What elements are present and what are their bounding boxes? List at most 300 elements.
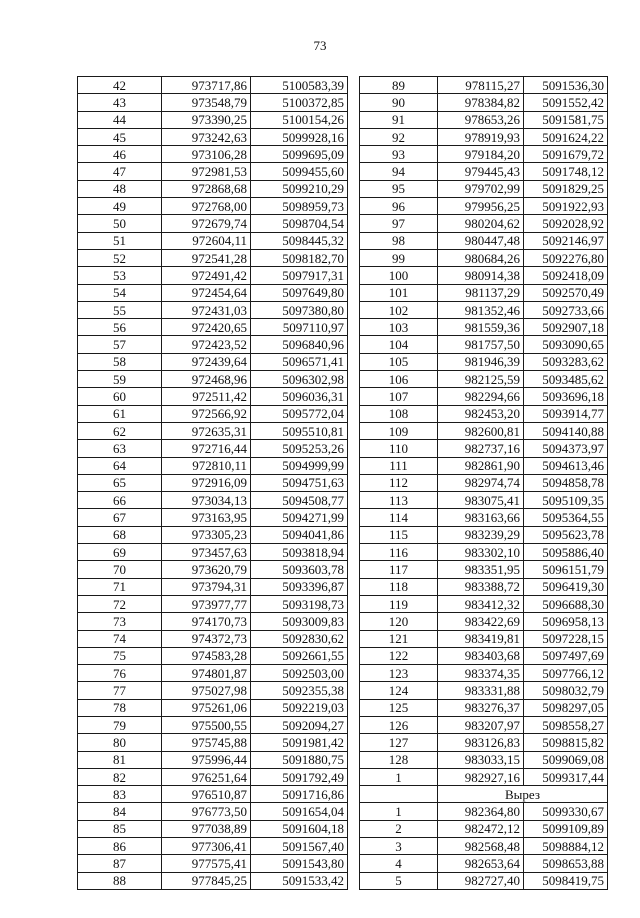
table-row <box>78 838 348 855</box>
y-coordinate-cell: 5098704,54 <box>251 215 348 232</box>
table-row <box>360 336 608 353</box>
point-number-cell: 4 <box>360 855 438 872</box>
x-coordinate-cell: 982294,66 <box>438 388 524 405</box>
point-number-cell: 74 <box>78 630 162 647</box>
table-row <box>78 180 348 197</box>
point-number-cell: 56 <box>78 319 162 336</box>
point-number-cell: 57 <box>78 336 162 353</box>
x-coordinate-cell: 977845,25 <box>162 872 251 889</box>
point-number-cell: 83 <box>78 786 162 803</box>
y-coordinate-cell: 5091624,22 <box>524 128 608 145</box>
table-row <box>360 595 608 612</box>
table-row <box>360 578 608 595</box>
table-row <box>360 405 608 422</box>
point-number-cell: 128 <box>360 751 438 768</box>
y-coordinate-cell: 5097649,80 <box>251 284 348 301</box>
x-coordinate-cell: 983388,72 <box>438 578 524 595</box>
x-coordinate-cell: 982727,40 <box>438 872 524 889</box>
x-coordinate-cell: 979956,25 <box>438 198 524 215</box>
table-row <box>78 716 348 733</box>
point-number-cell: 85 <box>78 820 162 837</box>
table-row <box>78 457 348 474</box>
table-row <box>360 284 608 301</box>
y-coordinate-cell: 5091654,04 <box>251 803 348 820</box>
point-number-cell: 69 <box>78 544 162 561</box>
y-coordinate-cell: 5092094,27 <box>251 716 348 733</box>
y-coordinate-cell: 5094140,88 <box>524 422 608 439</box>
x-coordinate-cell: 972423,52 <box>162 336 251 353</box>
y-coordinate-cell: 5091543,80 <box>251 855 348 872</box>
table-row <box>360 301 608 318</box>
y-coordinate-cell: 5099069,08 <box>524 751 608 768</box>
table-row <box>78 94 348 111</box>
point-number-cell: 81 <box>78 751 162 768</box>
x-coordinate-cell: 975500,55 <box>162 716 251 733</box>
x-coordinate-cell: 974801,87 <box>162 665 251 682</box>
y-coordinate-cell: 5092830,62 <box>251 630 348 647</box>
y-coordinate-cell: 5099109,89 <box>524 820 608 837</box>
table-row <box>360 163 608 180</box>
point-number-cell: 126 <box>360 716 438 733</box>
y-coordinate-cell: 5098815,82 <box>524 734 608 751</box>
x-coordinate-cell: 972511,42 <box>162 388 251 405</box>
point-number-cell: 55 <box>78 301 162 318</box>
page-number: 73 <box>313 38 327 53</box>
y-coordinate-cell: 5096419,30 <box>524 578 608 595</box>
y-coordinate-cell: 5094751,63 <box>251 474 348 491</box>
y-coordinate-cell: 5094858,78 <box>524 474 608 491</box>
point-number-cell: 47 <box>78 163 162 180</box>
x-coordinate-cell: 973305,23 <box>162 526 251 543</box>
table-row <box>78 595 348 612</box>
x-coordinate-cell: 982600,81 <box>438 422 524 439</box>
x-coordinate-cell: 973034,13 <box>162 492 251 509</box>
x-coordinate-cell: 982364,80 <box>438 803 524 820</box>
y-coordinate-cell: 5095623,78 <box>524 526 608 543</box>
coordinates-table-right <box>359 76 608 890</box>
y-coordinate-cell: 5093603,78 <box>251 561 348 578</box>
y-coordinate-cell: 5098032,79 <box>524 682 608 699</box>
x-coordinate-cell: 976510,87 <box>162 786 251 803</box>
point-number-cell: 45 <box>78 128 162 145</box>
table-row <box>78 319 348 336</box>
y-coordinate-cell: 5091581,75 <box>524 111 608 128</box>
y-coordinate-cell: 5097766,12 <box>524 665 608 682</box>
x-coordinate-cell: 979445,43 <box>438 163 524 180</box>
x-coordinate-cell: 973390,25 <box>162 111 251 128</box>
point-number-cell: 101 <box>360 284 438 301</box>
y-coordinate-cell: 5091567,40 <box>251 838 348 855</box>
x-coordinate-cell: 976773,50 <box>162 803 251 820</box>
x-coordinate-cell: 972566,92 <box>162 405 251 422</box>
point-number-cell: 119 <box>360 595 438 612</box>
point-number-cell: 91 <box>360 111 438 128</box>
y-coordinate-cell: 5095772,04 <box>251 405 348 422</box>
x-coordinate-cell: 982568,48 <box>438 838 524 855</box>
table-row <box>360 440 608 457</box>
point-number-cell: 106 <box>360 371 438 388</box>
x-coordinate-cell: 982861,90 <box>438 457 524 474</box>
x-coordinate-cell: 983419,81 <box>438 630 524 647</box>
point-number-cell: 99 <box>360 249 438 266</box>
point-number-cell: 103 <box>360 319 438 336</box>
table-row <box>78 682 348 699</box>
table-row <box>78 872 348 889</box>
point-number-cell: 118 <box>360 578 438 595</box>
y-coordinate-cell: 5099455,60 <box>251 163 348 180</box>
point-number-cell: 73 <box>78 613 162 630</box>
table-row <box>78 665 348 682</box>
table-row <box>360 544 608 561</box>
y-coordinate-cell: 5097380,80 <box>251 301 348 318</box>
y-coordinate-cell: 5093914,77 <box>524 405 608 422</box>
table-row <box>78 786 348 803</box>
table-row <box>78 699 348 716</box>
point-number-cell: 63 <box>78 440 162 457</box>
point-number-cell: 102 <box>360 301 438 318</box>
x-coordinate-cell: 983351,95 <box>438 561 524 578</box>
table-row <box>360 647 608 664</box>
point-number-cell: 1 <box>360 803 438 820</box>
y-coordinate-cell: 5097917,31 <box>251 267 348 284</box>
x-coordinate-cell: 983075,41 <box>438 492 524 509</box>
y-coordinate-cell: 5095886,40 <box>524 544 608 561</box>
x-coordinate-cell: 983422,69 <box>438 613 524 630</box>
x-coordinate-cell: 972716,44 <box>162 440 251 457</box>
y-coordinate-cell: 5092418,09 <box>524 267 608 284</box>
x-coordinate-cell: 976251,64 <box>162 768 251 785</box>
table-row <box>360 77 608 94</box>
table-row <box>360 267 608 284</box>
x-coordinate-cell: 981137,29 <box>438 284 524 301</box>
x-coordinate-cell: 973977,77 <box>162 595 251 612</box>
x-coordinate-cell: 973106,28 <box>162 146 251 163</box>
table-row <box>360 215 608 232</box>
y-coordinate-cell: 5099928,16 <box>251 128 348 145</box>
point-number-cell: 125 <box>360 699 438 716</box>
point-number-cell: 115 <box>360 526 438 543</box>
y-coordinate-cell: 5096151,79 <box>524 561 608 578</box>
point-number-cell: 60 <box>78 388 162 405</box>
y-coordinate-cell: 5099210,29 <box>251 180 348 197</box>
y-coordinate-cell: 5091748,12 <box>524 163 608 180</box>
y-coordinate-cell: 5095364,55 <box>524 509 608 526</box>
point-number-cell: 51 <box>78 232 162 249</box>
point-number-cell: 70 <box>78 561 162 578</box>
point-number-cell: 90 <box>360 94 438 111</box>
table-row <box>78 215 348 232</box>
table-row <box>360 371 608 388</box>
table-row <box>78 820 348 837</box>
table-row <box>360 319 608 336</box>
y-coordinate-cell: 5091880,75 <box>251 751 348 768</box>
y-coordinate-cell: 5091716,86 <box>251 786 348 803</box>
table-row <box>78 647 348 664</box>
table-row <box>78 526 348 543</box>
y-coordinate-cell: 5092276,80 <box>524 249 608 266</box>
table-row <box>360 855 608 872</box>
point-number-cell: 92 <box>360 128 438 145</box>
x-coordinate-cell: 977038,89 <box>162 820 251 837</box>
y-coordinate-cell: 5092503,00 <box>251 665 348 682</box>
x-coordinate-cell: 973794,31 <box>162 578 251 595</box>
x-coordinate-cell: 983331,88 <box>438 682 524 699</box>
y-coordinate-cell: 5092907,18 <box>524 319 608 336</box>
y-coordinate-cell: 5093396,87 <box>251 578 348 595</box>
table-row <box>78 249 348 266</box>
x-coordinate-cell: 973717,86 <box>162 77 251 94</box>
point-number-cell: 77 <box>78 682 162 699</box>
x-coordinate-cell: 972679,74 <box>162 215 251 232</box>
table-row <box>78 301 348 318</box>
table-row <box>78 353 348 370</box>
table-row <box>78 544 348 561</box>
point-number-cell: 95 <box>360 180 438 197</box>
table-row <box>360 682 608 699</box>
y-coordinate-cell: 5093485,62 <box>524 371 608 388</box>
x-coordinate-cell: 981946,39 <box>438 353 524 370</box>
table-row <box>360 180 608 197</box>
y-coordinate-cell: 5097228,15 <box>524 630 608 647</box>
x-coordinate-cell: 978384,82 <box>438 94 524 111</box>
point-number-cell: 107 <box>360 388 438 405</box>
point-number-cell: 79 <box>78 716 162 733</box>
table-row <box>78 474 348 491</box>
point-number-cell: 100 <box>360 267 438 284</box>
table-row <box>78 630 348 647</box>
point-number-cell: 44 <box>78 111 162 128</box>
y-coordinate-cell: 5100583,39 <box>251 77 348 94</box>
x-coordinate-cell: 982737,16 <box>438 440 524 457</box>
x-coordinate-cell: 974583,28 <box>162 647 251 664</box>
point-number-cell: 67 <box>78 509 162 526</box>
y-coordinate-cell: 5099317,44 <box>524 768 608 785</box>
y-coordinate-cell: 5096958,13 <box>524 613 608 630</box>
y-coordinate-cell: 5093696,18 <box>524 388 608 405</box>
y-coordinate-cell: 5094271,99 <box>251 509 348 526</box>
table-row <box>360 526 608 543</box>
table-row <box>78 232 348 249</box>
y-coordinate-cell: 5098558,27 <box>524 716 608 733</box>
y-coordinate-cell: 5097497,69 <box>524 647 608 664</box>
y-coordinate-cell: 5099330,67 <box>524 803 608 820</box>
table-row <box>360 509 608 526</box>
table-row <box>360 803 608 820</box>
point-number-cell: 42 <box>78 77 162 94</box>
table-row <box>360 94 608 111</box>
x-coordinate-cell: 981757,50 <box>438 336 524 353</box>
table-row <box>360 232 608 249</box>
point-number-cell: 116 <box>360 544 438 561</box>
point-number-cell: 113 <box>360 492 438 509</box>
x-coordinate-cell: 973548,79 <box>162 94 251 111</box>
y-coordinate-cell: 5091981,42 <box>251 734 348 751</box>
point-number-cell: 2 <box>360 820 438 837</box>
point-number-cell: 117 <box>360 561 438 578</box>
point-number-cell: 71 <box>78 578 162 595</box>
table-row <box>78 77 348 94</box>
point-number-cell: 114 <box>360 509 438 526</box>
y-coordinate-cell: 5095510,81 <box>251 422 348 439</box>
x-coordinate-cell: 975745,88 <box>162 734 251 751</box>
table-row <box>78 336 348 353</box>
x-coordinate-cell: 974372,73 <box>162 630 251 647</box>
table-row <box>360 111 608 128</box>
table-row <box>78 284 348 301</box>
y-coordinate-cell: 5096036,31 <box>251 388 348 405</box>
table-row <box>360 872 608 889</box>
table-row <box>360 716 608 733</box>
point-number-cell: 105 <box>360 353 438 370</box>
point-number-cell: 48 <box>78 180 162 197</box>
x-coordinate-cell: 972604,11 <box>162 232 251 249</box>
table-row <box>78 371 348 388</box>
x-coordinate-cell: 982927,16 <box>438 768 524 785</box>
point-number-cell: 59 <box>78 371 162 388</box>
table-row <box>78 855 348 872</box>
point-number-cell: 43 <box>78 94 162 111</box>
point-number-cell: 109 <box>360 422 438 439</box>
y-coordinate-cell: 5091552,42 <box>524 94 608 111</box>
section-header-empty-cell <box>360 786 438 803</box>
x-coordinate-cell: 973242,63 <box>162 128 251 145</box>
y-coordinate-cell: 5100154,26 <box>251 111 348 128</box>
point-number-cell: 88 <box>78 872 162 889</box>
x-coordinate-cell: 972916,09 <box>162 474 251 491</box>
table-row <box>360 388 608 405</box>
y-coordinate-cell: 5094999,99 <box>251 457 348 474</box>
table-row <box>360 128 608 145</box>
point-number-cell: 98 <box>360 232 438 249</box>
x-coordinate-cell: 980204,62 <box>438 215 524 232</box>
y-coordinate-cell: 5093198,73 <box>251 595 348 612</box>
x-coordinate-cell: 983276,37 <box>438 699 524 716</box>
y-coordinate-cell: 5092570,49 <box>524 284 608 301</box>
point-number-cell: 89 <box>360 77 438 94</box>
section-title: Вырез <box>438 786 608 803</box>
table-row <box>360 457 608 474</box>
point-number-cell: 66 <box>78 492 162 509</box>
point-number-cell: 64 <box>78 457 162 474</box>
point-number-cell: 65 <box>78 474 162 491</box>
table-row <box>360 492 608 509</box>
y-coordinate-cell: 5097110,97 <box>251 319 348 336</box>
x-coordinate-cell: 982472,12 <box>438 820 524 837</box>
x-coordinate-cell: 972468,96 <box>162 371 251 388</box>
y-coordinate-cell: 5098297,05 <box>524 699 608 716</box>
point-number-cell: 97 <box>360 215 438 232</box>
y-coordinate-cell: 5093283,62 <box>524 353 608 370</box>
table-row <box>78 388 348 405</box>
y-coordinate-cell: 5093090,65 <box>524 336 608 353</box>
x-coordinate-cell: 977575,41 <box>162 855 251 872</box>
table-row <box>360 820 608 837</box>
x-coordinate-cell: 983126,83 <box>438 734 524 751</box>
y-coordinate-cell: 5098959,73 <box>251 198 348 215</box>
y-coordinate-cell: 5092219,03 <box>251 699 348 716</box>
y-coordinate-cell: 5091679,72 <box>524 146 608 163</box>
y-coordinate-cell: 5092661,55 <box>251 647 348 664</box>
x-coordinate-cell: 979702,99 <box>438 180 524 197</box>
y-coordinate-cell: 5098884,12 <box>524 838 608 855</box>
y-coordinate-cell: 5096840,96 <box>251 336 348 353</box>
x-coordinate-cell: 982653,64 <box>438 855 524 872</box>
x-coordinate-cell: 983239,29 <box>438 526 524 543</box>
x-coordinate-cell: 983374,35 <box>438 665 524 682</box>
y-coordinate-cell: 5094613,46 <box>524 457 608 474</box>
table-row <box>360 353 608 370</box>
table-row <box>360 146 608 163</box>
point-number-cell: 82 <box>78 768 162 785</box>
point-number-cell: 58 <box>78 353 162 370</box>
x-coordinate-cell: 972768,00 <box>162 198 251 215</box>
table-row <box>78 751 348 768</box>
point-number-cell: 78 <box>78 699 162 716</box>
point-number-cell: 50 <box>78 215 162 232</box>
point-number-cell: 112 <box>360 474 438 491</box>
table-row <box>360 613 608 630</box>
y-coordinate-cell: 5094373,97 <box>524 440 608 457</box>
x-coordinate-cell: 972635,31 <box>162 422 251 439</box>
point-number-cell: 80 <box>78 734 162 751</box>
table-row <box>78 111 348 128</box>
table-row <box>360 249 608 266</box>
table-row <box>78 561 348 578</box>
table-row <box>78 768 348 785</box>
point-number-cell: 52 <box>78 249 162 266</box>
x-coordinate-cell: 973457,63 <box>162 544 251 561</box>
y-coordinate-cell: 5099695,09 <box>251 146 348 163</box>
y-coordinate-cell: 5098182,70 <box>251 249 348 266</box>
table-row <box>78 440 348 457</box>
point-number-cell: 122 <box>360 647 438 664</box>
x-coordinate-cell: 972541,28 <box>162 249 251 266</box>
point-number-cell: 5 <box>360 872 438 889</box>
x-coordinate-cell: 981559,36 <box>438 319 524 336</box>
x-coordinate-cell: 972454,64 <box>162 284 251 301</box>
y-coordinate-cell: 5093009,83 <box>251 613 348 630</box>
y-coordinate-cell: 5092146,97 <box>524 232 608 249</box>
x-coordinate-cell: 983163,66 <box>438 509 524 526</box>
x-coordinate-cell: 982974,74 <box>438 474 524 491</box>
x-coordinate-cell: 981352,46 <box>438 301 524 318</box>
y-coordinate-cell: 5092028,92 <box>524 215 608 232</box>
x-coordinate-cell: 983302,10 <box>438 544 524 561</box>
table-row <box>360 665 608 682</box>
table-row <box>78 509 348 526</box>
point-number-cell: 121 <box>360 630 438 647</box>
point-number-cell: 96 <box>360 198 438 215</box>
x-coordinate-cell: 972491,42 <box>162 267 251 284</box>
table-row <box>360 734 608 751</box>
point-number-cell: 84 <box>78 803 162 820</box>
x-coordinate-cell: 982125,59 <box>438 371 524 388</box>
x-coordinate-cell: 975261,06 <box>162 699 251 716</box>
table-row <box>78 198 348 215</box>
table-row <box>360 751 608 768</box>
point-number-cell: 75 <box>78 647 162 664</box>
x-coordinate-cell: 972420,65 <box>162 319 251 336</box>
point-number-cell: 94 <box>360 163 438 180</box>
y-coordinate-cell: 5095253,26 <box>251 440 348 457</box>
y-coordinate-cell: 5091604,18 <box>251 820 348 837</box>
point-number-cell: 1 <box>360 768 438 785</box>
x-coordinate-cell: 980447,48 <box>438 232 524 249</box>
y-coordinate-cell: 5091792,49 <box>251 768 348 785</box>
x-coordinate-cell: 972981,53 <box>162 163 251 180</box>
point-number-cell: 61 <box>78 405 162 422</box>
point-number-cell: 72 <box>78 595 162 612</box>
